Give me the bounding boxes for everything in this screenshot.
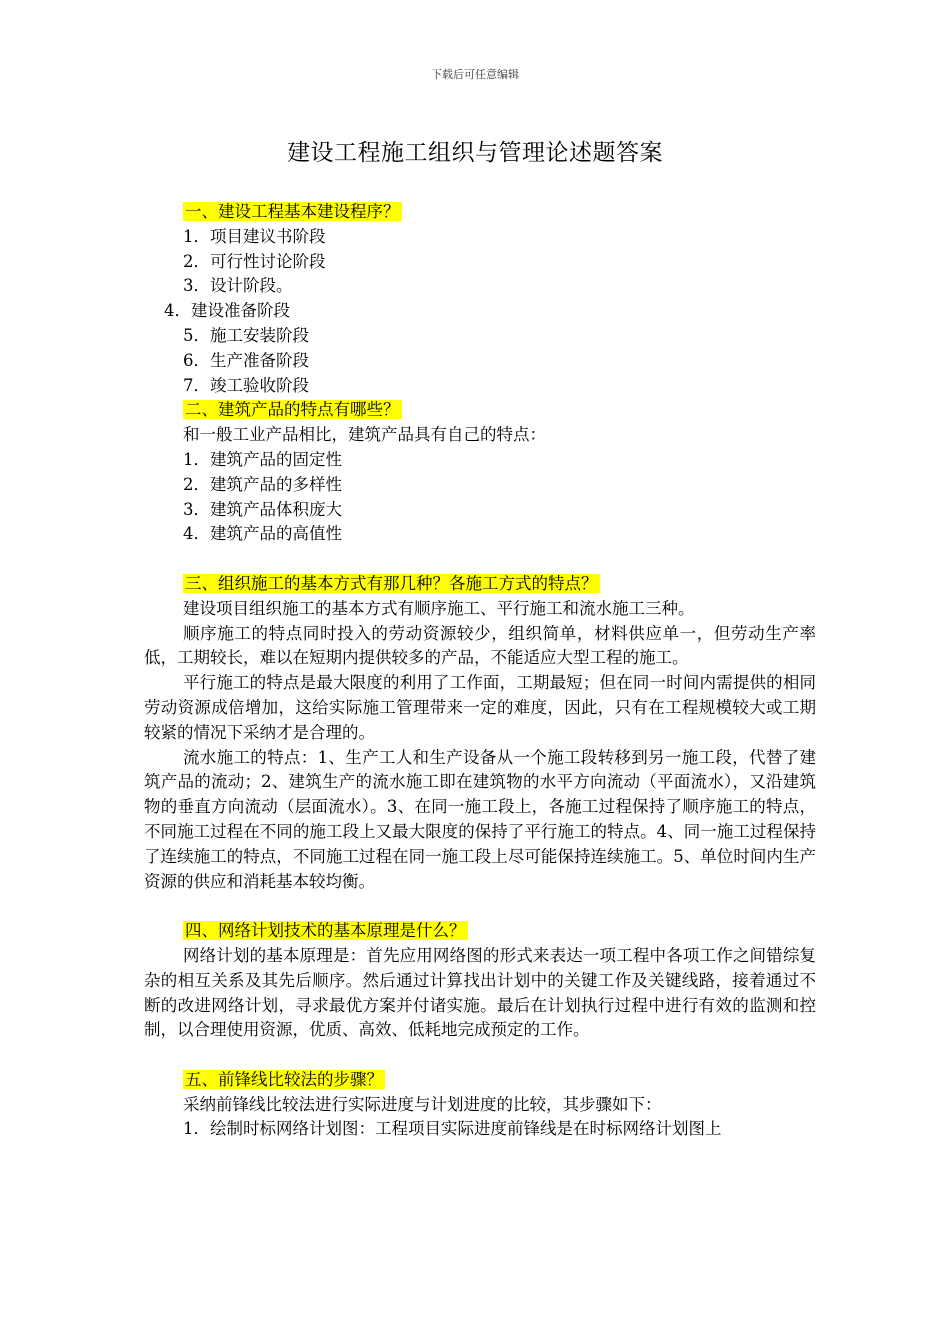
section-2-intro: 和一般工业产品相比，建筑产品具有自己的特点：: [183, 425, 546, 445]
list-item: 2．可行性讨论阶段: [183, 251, 326, 271]
paragraph: 顺序施工的特点同时投入的劳动资源较少，组织简单，材料供应单一，但劳动生产率低，工期较长，难以在短期内提供较多的产品，不能适应大型工程的施工。: [144, 623, 816, 668]
paragraph: 建设项目组织施工的基本方式有顺序施工、平行施工和流水施工三种。: [183, 598, 695, 618]
list-item: 4．建筑产品的高值性: [183, 524, 342, 544]
paragraph: 1．绘制时标网络计划图：工程项目实际进度前锋线是在时标网络计划图上: [183, 1119, 722, 1139]
list-item: 7．竣工验收阶段: [183, 375, 309, 395]
section-4-heading: [144, 919, 816, 944]
list-item: 5．施工安装阶段: [183, 325, 309, 345]
section-2-heading: [144, 398, 816, 423]
paragraph: 平行施工的特点是最大限度的利用了工作面，工期最短；但在同一时间内需提供的相同劳动资源成倍增加，这给实际施工管理带来一定的难度，因此，只有在工程规模较大或工期较紧的情况下采纳才是合理的。: [144, 673, 816, 742]
spacer: [144, 1043, 816, 1068]
section-1-heading: [144, 200, 816, 225]
list-item: 3．建筑产品体积庞大: [183, 499, 342, 519]
document-title: 建设工程施工组织与管理论述题答案: [287, 140, 663, 166]
highlight: 一、建设工程基本建设程序？: [185, 202, 400, 221]
highlight: 三、组织施工的基本方式有那几种？各施工方式的特点？: [185, 573, 598, 593]
highlight: 四、网络计划技术的基本原理是什么？: [185, 921, 466, 941]
spacer: [144, 894, 816, 919]
paragraph: 采纳前锋线比较法进行实际进度与计划进度的比较，其步骤如下：: [183, 1094, 662, 1114]
list-item: 2．建筑产品的多样性: [183, 474, 342, 494]
paragraph: 网络计划的基本原理是：首先应用网络图的形式来表达一项工程中各项工作之间错综复杂的相互关系及其先后顺序。然后通过计算找出计划中的关键工作及关键线路，接着通过不断的改进网络计划，寻求最优方案并付诸实施。最后在计划执行过程中进行有效的监测和控制，以合理使用资源，优质、高效、低耗地完成预定的工作。: [144, 945, 816, 1040]
paragraph: 流水施工的特点：1、生产工人和生产设备从一个施工段转移到另一施工段，代替了建筑产品的流动；2、建筑生产的流水施工即在建筑物的水平方向流动（平面流水），又沿建筑物的垂直方向流动（层面流水）。3、在同一施工段上，各施工过程保持了顺序施工的特点，不同施工过程在不同的施工段上又最大限度的保持了平行施工的特点。4、同一施工过程保持了连续施工的特点，不同施工过程在同一施工段上尽可能保持连续施工。5、单位时间内生产资源的供应和消耗基本较均衡。: [144, 747, 816, 891]
list-item: 3．设计阶段。: [183, 276, 293, 296]
list-item: 4．建设准备阶段: [164, 301, 290, 321]
highlight: 二、建筑产品的特点有哪些？: [185, 400, 400, 420]
list-item: 1．建筑产品的固定性: [183, 449, 342, 469]
highlight: 五、前锋线比较法的步骤？: [185, 1069, 383, 1089]
spacer: [144, 547, 816, 572]
list-item: 1．项目建议书阶段: [183, 226, 326, 246]
list-item: 6．生产准备阶段: [183, 350, 309, 370]
document-body: [144, 200, 816, 1142]
section-5-heading: [144, 1068, 816, 1093]
section-3-heading: [144, 572, 816, 597]
page-header: 下载后可任意编辑: [431, 68, 519, 81]
